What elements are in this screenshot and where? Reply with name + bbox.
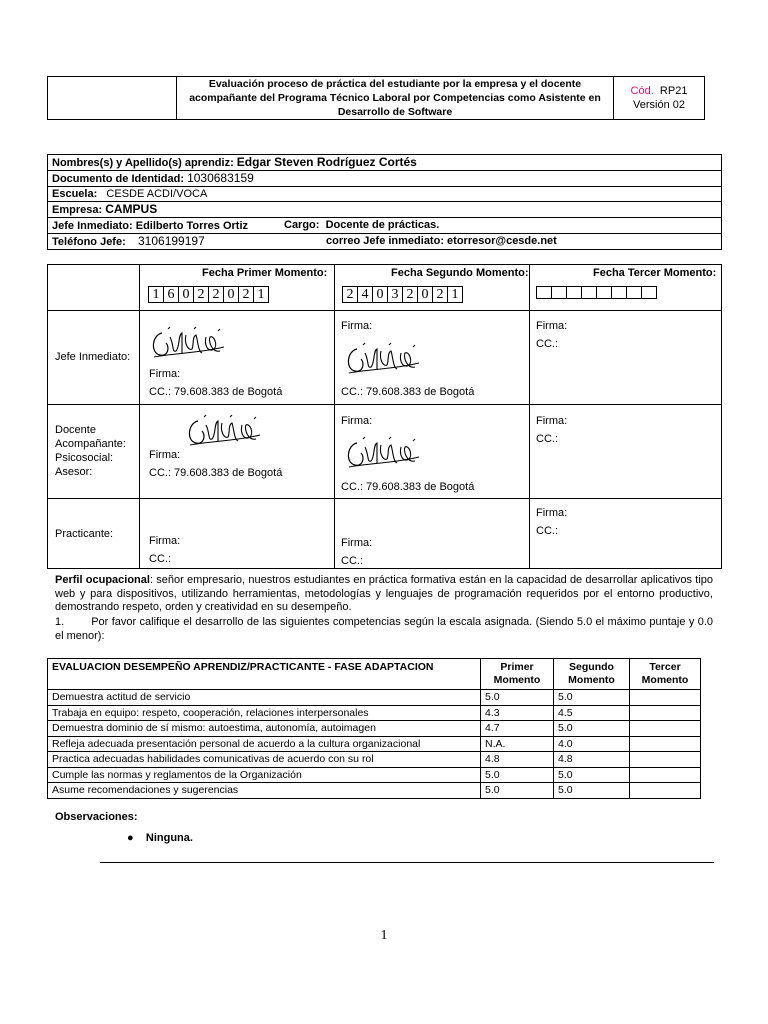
student-info-table bbox=[47, 154, 722, 250]
eval-header-second: Segundo Momento bbox=[554, 659, 630, 690]
jefe-first-cell bbox=[140, 311, 335, 405]
row-label-practicante bbox=[48, 499, 140, 569]
name-row bbox=[48, 155, 722, 171]
date-digit: 3 bbox=[387, 286, 403, 303]
first-date-cell bbox=[140, 265, 335, 311]
score-cell: 4.5 bbox=[554, 705, 630, 721]
score-cell[interactable] bbox=[630, 705, 701, 721]
cc-label: CC.: bbox=[341, 555, 363, 567]
firma-label: Firma: bbox=[536, 415, 568, 427]
second-date-label: Fecha Segundo Momento: bbox=[391, 267, 529, 279]
date-digit: 0 bbox=[223, 286, 239, 303]
code-cell bbox=[614, 77, 705, 120]
row-label-line: Asesor: bbox=[55, 466, 93, 478]
date-digit[interactable] bbox=[566, 286, 582, 299]
score-cell: 4.3 bbox=[481, 705, 554, 721]
row-label-docente bbox=[48, 405, 140, 499]
score-cell: 4.8 bbox=[481, 752, 554, 768]
date-digit[interactable] bbox=[581, 286, 597, 299]
date-digit: 0 bbox=[417, 286, 433, 303]
date-digit: 4 bbox=[357, 286, 373, 303]
score-cell: 4.0 bbox=[554, 736, 630, 752]
docente-first-cell bbox=[140, 405, 335, 499]
school-label: Escuela: bbox=[52, 188, 98, 201]
version: Versión 02 bbox=[633, 99, 685, 111]
evaluation-table bbox=[47, 658, 701, 799]
date-digit: 0 bbox=[178, 286, 194, 303]
eval-header-competency: EVALUACION DESEMPEÑO APRENDIZ/PRACTICANTE - FASE ADAPTACION bbox=[48, 659, 481, 690]
score-cell: 4.7 bbox=[481, 721, 554, 737]
date-digit: 2 bbox=[193, 286, 209, 303]
signature-image bbox=[343, 433, 423, 473]
firma-label: Firma: bbox=[536, 320, 568, 332]
first-date-boxes bbox=[148, 286, 268, 303]
title-line: Evaluación proceso de práctica del estudiante por la empresa y el docente bbox=[208, 78, 582, 90]
phone-row bbox=[48, 233, 722, 249]
position-value: Docente de prácticas. bbox=[325, 219, 440, 232]
title-line: acompañante del Programa Técnico Laboral por Competencias como Asistente en bbox=[189, 92, 601, 104]
competency-cell: Asume recomendaciones y sugerencias bbox=[48, 783, 481, 799]
phone-value: 3106199197 bbox=[138, 233, 205, 248]
bullet-icon: ● bbox=[127, 832, 134, 844]
firma-label: Firma: bbox=[341, 537, 373, 549]
table-row bbox=[48, 736, 701, 752]
company-label: Empresa: bbox=[52, 204, 103, 217]
page-number: 1 bbox=[380, 928, 388, 943]
date-digit[interactable] bbox=[536, 286, 552, 299]
first-date-label: Fecha Primer Momento: bbox=[202, 267, 328, 279]
practicante-third-cell bbox=[530, 499, 722, 569]
date-digit: 2 bbox=[432, 286, 448, 303]
score-cell: 5.0 bbox=[554, 767, 630, 783]
firma-label: Firma: bbox=[536, 507, 568, 519]
competency-cell: Demuestra actitud de servicio bbox=[48, 690, 481, 706]
firma-label: Firma: bbox=[341, 320, 373, 332]
observation-text: Ninguna. bbox=[145, 832, 193, 844]
score-cell[interactable] bbox=[630, 721, 701, 737]
eval-header-third: Tercer Momento bbox=[630, 659, 701, 690]
signature-table bbox=[47, 264, 722, 569]
profile-text: : señor empresario, nuestros estudiantes en práctica formativa están en la capacidad de desarrollar aplicativos tipo web y para dispositivos, utilizando herramientas, metodologías y lenguajes de programación requeridos por el entorno productivo, demostrando respeto, orden y creatividad en su desempeño. bbox=[55, 574, 713, 613]
firma-label: Firma: bbox=[149, 368, 181, 380]
table-row bbox=[48, 721, 701, 737]
instruction-number: 1. bbox=[55, 616, 65, 628]
cc-label: CC.: 79.608.383 de Bogotá bbox=[341, 481, 475, 493]
cc-label: CC.: bbox=[536, 338, 558, 350]
date-digit[interactable] bbox=[626, 286, 642, 299]
score-cell[interactable] bbox=[630, 752, 701, 768]
firma-label: Firma: bbox=[149, 535, 181, 547]
date-digit[interactable] bbox=[596, 286, 612, 299]
code-label: Cód. bbox=[630, 85, 654, 97]
score-cell: 5.0 bbox=[554, 690, 630, 706]
docente-second-cell bbox=[335, 405, 530, 499]
date-digit: 0 bbox=[372, 286, 388, 303]
date-digit: 1 bbox=[253, 286, 269, 303]
school-row bbox=[48, 187, 722, 202]
firma-label: Firma: bbox=[149, 449, 181, 461]
doc-value: 1030683159 bbox=[187, 171, 254, 185]
docente-third-cell bbox=[530, 405, 722, 499]
cc-label: CC.: 79.608.383 de Bogotá bbox=[149, 467, 283, 479]
score-cell[interactable] bbox=[630, 736, 701, 752]
doc-label: Documento de Identidad: bbox=[52, 173, 184, 185]
table-row bbox=[48, 705, 701, 721]
competency-cell: Trabaja en equipo: respeto, cooperación, relaciones interpersonales bbox=[48, 705, 481, 721]
score-cell: N.A. bbox=[481, 736, 554, 752]
code-value: RP21 bbox=[659, 85, 688, 97]
score-cell: 4.8 bbox=[554, 752, 630, 768]
eval-header-first: Primer Momento bbox=[481, 659, 554, 690]
name-value: Edgar Steven Rodríguez Cortés bbox=[236, 155, 417, 169]
profile-label: Perfil ocupacional bbox=[55, 574, 150, 586]
score-cell: 5.0 bbox=[554, 783, 630, 799]
name-label: Nombres(s) y Apellido(s) aprendiz: bbox=[52, 157, 234, 169]
boss-value: Edilberto Torres Ortiz bbox=[135, 219, 249, 232]
date-digit: 6 bbox=[163, 286, 179, 303]
title-line: Desarrollo de Software bbox=[337, 106, 453, 118]
third-date-label: Fecha Tercer Momento: bbox=[593, 267, 717, 279]
document-title bbox=[177, 77, 614, 120]
score-cell[interactable] bbox=[630, 783, 701, 799]
score-cell: 5.0 bbox=[481, 767, 554, 783]
score-cell: 5.0 bbox=[481, 783, 554, 799]
signature-image bbox=[184, 411, 264, 451]
profile-paragraph bbox=[55, 574, 713, 615]
table-row bbox=[48, 783, 701, 799]
email-label: correo Jefe inmediato: bbox=[326, 234, 444, 247]
row-label-jefe bbox=[48, 311, 140, 405]
table-row bbox=[48, 752, 701, 768]
position-label: Cargo: bbox=[284, 219, 320, 232]
competency-cell: Cumple las normas y reglamentos de la Organización bbox=[48, 767, 481, 783]
observation-item bbox=[127, 832, 193, 844]
boss-label: Jefe Inmediato: bbox=[52, 219, 133, 232]
competency-cell: Refleja adecuada presentación personal de acuerdo a la cultura organizacional bbox=[48, 736, 481, 752]
score-cell[interactable] bbox=[630, 690, 701, 706]
school-value: CESDE ACDI/VOCA bbox=[106, 188, 208, 201]
company-row bbox=[48, 202, 722, 218]
table-row bbox=[48, 690, 701, 706]
second-date-boxes bbox=[342, 286, 462, 303]
date-digit: 2 bbox=[208, 286, 224, 303]
row-label: Jefe Inmediato: bbox=[55, 351, 131, 363]
row-label bbox=[55, 423, 126, 479]
logo-cell bbox=[48, 77, 177, 120]
instruction-paragraph bbox=[55, 616, 713, 643]
date-digit: 2 bbox=[402, 286, 418, 303]
firma-label: Firma: bbox=[341, 415, 373, 427]
practicante-first-cell bbox=[140, 499, 335, 569]
date-digit: 2 bbox=[238, 286, 254, 303]
table-row bbox=[48, 767, 701, 783]
cc-label: CC.: bbox=[149, 553, 171, 565]
date-digit: 1 bbox=[148, 286, 164, 303]
cc-label: CC.: 79.608.383 de Bogotá bbox=[341, 386, 475, 398]
date-digit[interactable] bbox=[641, 286, 657, 299]
corner-cell bbox=[48, 265, 140, 311]
competency-cell: Practica adecuadas habilidades comunicativas de acuerdo con su rol bbox=[48, 752, 481, 768]
jefe-third-cell bbox=[530, 311, 722, 405]
boss-row bbox=[48, 218, 722, 233]
date-digit[interactable] bbox=[551, 286, 567, 299]
row-label: Practicante: bbox=[55, 528, 114, 540]
score-cell: 5.0 bbox=[481, 690, 554, 706]
row-label-line: Psicosocial: bbox=[55, 452, 114, 464]
row-label-line: Acompañante: bbox=[55, 438, 126, 450]
score-cell: 5.0 bbox=[554, 721, 630, 737]
practicante-second-cell bbox=[335, 499, 530, 569]
third-date-boxes bbox=[536, 286, 656, 299]
row-label-line: Docente bbox=[55, 424, 96, 436]
cc-label: CC.: bbox=[536, 525, 558, 537]
document-header bbox=[47, 76, 705, 120]
date-digit: 2 bbox=[342, 286, 358, 303]
date-digit: 1 bbox=[447, 286, 463, 303]
cc-label: CC.: 79.608.383 de Bogotá bbox=[149, 386, 283, 398]
signature-image bbox=[148, 323, 228, 363]
company-value: CAMPUS bbox=[105, 202, 158, 217]
third-date-cell bbox=[530, 265, 722, 311]
date-digit[interactable] bbox=[611, 286, 627, 299]
instruction-text: Por favor califique el desarrollo de las siguientes competencias según la escala asignada. (Siendo 5.0 el máximo puntaje y 0.0 el menor): bbox=[55, 616, 714, 642]
email-value: etorresor@cesde.net bbox=[447, 234, 557, 247]
jefe-second-cell bbox=[335, 311, 530, 405]
second-date-cell bbox=[335, 265, 530, 311]
observations-label: Observaciones: bbox=[55, 811, 138, 823]
cc-label: CC.: bbox=[536, 433, 558, 445]
competency-cell: Demuestra dominio de sí mismo: autoestima, autonomía, autoimagen bbox=[48, 721, 481, 737]
score-cell[interactable] bbox=[630, 767, 701, 783]
signature-image bbox=[343, 339, 423, 379]
doc-row bbox=[48, 171, 722, 187]
observation-line[interactable] bbox=[100, 862, 714, 863]
phone-label: Teléfono Jefe: bbox=[52, 235, 126, 248]
